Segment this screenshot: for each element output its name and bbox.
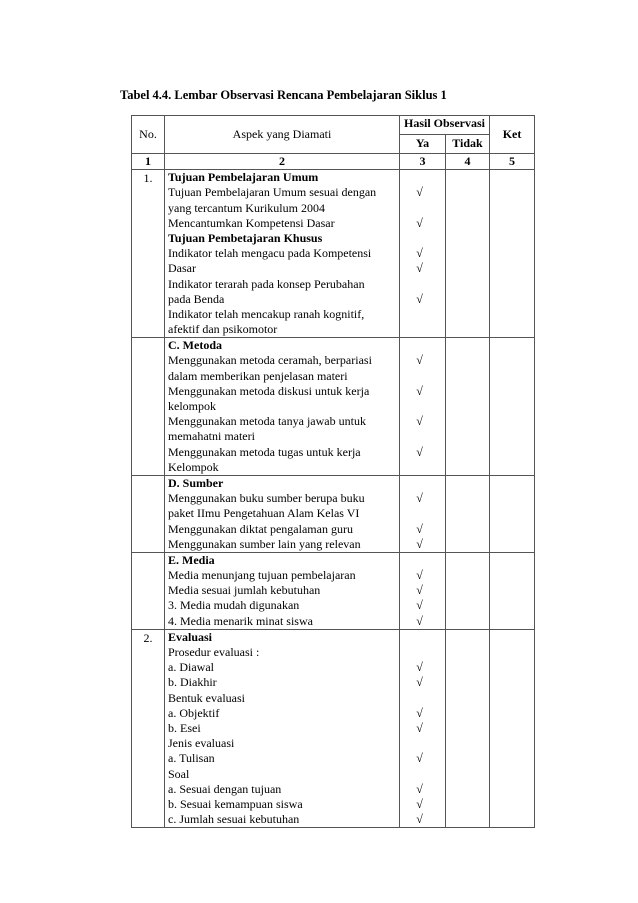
checkmark: √ [416,598,423,613]
checkmark: √ [416,521,423,536]
tidak-cell [446,170,490,338]
checkmark: √ [416,796,423,811]
aspek-line: kelompok [168,399,216,414]
aspek-line: yang tercantum Kurikulum 2004 [168,200,325,215]
column-number: 5 [490,154,535,170]
aspek-line: Menggunakan buku sumber berupa buku [168,491,365,506]
checkmark: √ [416,583,423,598]
table-row [132,629,535,827]
column-number: 4 [446,154,490,170]
aspek-line: Bentuk evaluasi [168,690,245,705]
aspek-line: paket IImu Pengetahuan Alam Kelas VI [168,506,360,521]
checkmark: √ [416,444,423,459]
aspek-line: c. Jumlah sesuai kebutuhan [168,812,300,827]
aspek-cell [165,629,400,827]
aspek-line: a. Objektif [168,705,220,720]
aspek-line: Soal [168,766,190,781]
table-row [132,475,535,552]
checkmark: √ [416,705,423,720]
header-ya: Ya [400,135,446,154]
section-heading: Tujuan Pembelajaran Umum [168,170,319,185]
section-heading: Evaluasi [168,629,213,644]
header-ket: Ket [490,116,535,154]
aspek-line: Prosedur evaluasi : [168,645,260,660]
aspek-line: Indikator telah mengacu pada Kompetensi [168,246,372,261]
checkmark: √ [416,246,423,261]
checkmark: √ [416,812,423,827]
column-number: 3 [400,154,446,170]
tidak-cell [446,552,490,629]
table-row [132,338,535,476]
ya-cell [400,475,446,552]
aspek-line: Menggunakan metoda diskusi untuk kerja [168,383,370,398]
checkmark: √ [416,215,423,230]
aspek-cell [165,170,400,338]
section-heading: C. Metoda [168,338,222,353]
aspek-line: Dasar [168,261,196,276]
ket-cell [490,629,535,827]
tidak-cell [446,338,490,476]
checkmark: √ [416,291,423,306]
checkmark: √ [416,751,423,766]
aspek-line: 4. Media menarik minat siswa [168,613,313,628]
header-no: No. [132,116,165,154]
header-row [132,116,535,135]
checkmark: √ [416,568,423,583]
aspek-line: a. Tulisan [168,751,215,766]
aspek-line: a. Diawal [168,660,214,675]
checkmark: √ [416,675,423,690]
checkmark: √ [416,261,423,276]
header-hasil-observasi: Hasil Observasi [400,116,490,135]
aspek-line: Tujuan Pembelajaran Umum sesuai dengan [168,185,377,200]
table-row [132,552,535,629]
section-heading: E. Media [168,552,215,567]
section-heading: Tujuan Pembetajaran Khusus [168,230,323,245]
observation-table [131,115,535,828]
aspek-line: dalam memberikan penjelasan materi [168,368,348,383]
row-number [132,338,165,476]
checkmark: √ [416,414,423,429]
checkmark: √ [416,383,423,398]
aspek-line: b. Diakhir [168,675,217,690]
ket-cell [490,170,535,338]
ket-cell [490,338,535,476]
row-number: 2. [132,629,165,827]
section-heading: D. Sumber [168,475,224,490]
column-number-row [132,154,535,170]
aspek-line: memahatni materi [168,429,255,444]
checkmark: √ [416,781,423,796]
aspek-line: Indikator telah mencakup ranah kognitif, [168,306,365,321]
aspek-line: Menggunakan diktat pengalaman guru [168,521,353,536]
tidak-cell [446,629,490,827]
checkmark: √ [416,536,423,551]
column-number: 1 [132,154,165,170]
aspek-line: Mencantumkan Kompetensi Dasar [168,215,335,230]
aspek-line: afektif dan psikomotor [168,322,278,337]
aspek-line: Jenis evaluasi [168,736,235,751]
checkmark: √ [416,353,423,368]
aspek-line: b. Sesuai kemampuan siswa [168,796,303,811]
table-body [132,170,535,828]
column-number: 2 [165,154,400,170]
aspek-line: Menggunakan sumber lain yang relevan [168,536,361,551]
aspek-line: Kelompok [168,459,219,474]
checkmark: √ [416,720,423,735]
aspek-line: 3. Media mudah digunakan [168,598,300,613]
aspek-cell [165,552,400,629]
aspek-line: pada Benda [168,291,225,306]
row-number [132,552,165,629]
ya-cell [400,552,446,629]
checkmark: √ [416,185,423,200]
ya-cell [400,629,446,827]
aspek-line: Indikator terarah pada konsep Perubahan [168,276,365,291]
aspek-line: Media sesuai jumlah kebutuhan [168,583,321,598]
row-number: 1. [132,170,165,338]
aspek-cell [165,338,400,476]
aspek-line: Menggunakan metoda ceramah, berpariasi [168,353,372,368]
ya-cell [400,170,446,338]
aspek-line: Menggunakan metoda tanya jawab untuk [168,414,366,429]
ket-cell [490,475,535,552]
aspek-line: Media menunjang tujuan pembelajaran [168,568,356,583]
aspek-line: Menggunakan metoda tugas untuk kerja [168,444,361,459]
ket-cell [490,552,535,629]
header-aspek: Aspek yang Diamati [165,116,400,154]
table-row [132,170,535,338]
table-caption: Tabel 4.4. Lembar Observasi Rencana Pembelajaran Siklus 1 [120,88,447,102]
checkmark: √ [416,491,423,506]
row-number [132,475,165,552]
checkmark: √ [416,613,423,628]
aspek-line: b. Esei [168,720,201,735]
tidak-cell [446,475,490,552]
ya-cell [400,338,446,476]
aspek-cell [165,475,400,552]
header-tidak: Tidak [446,135,490,154]
aspek-line: a. Sesuai dengan tujuan [168,781,282,796]
checkmark: √ [416,660,423,675]
